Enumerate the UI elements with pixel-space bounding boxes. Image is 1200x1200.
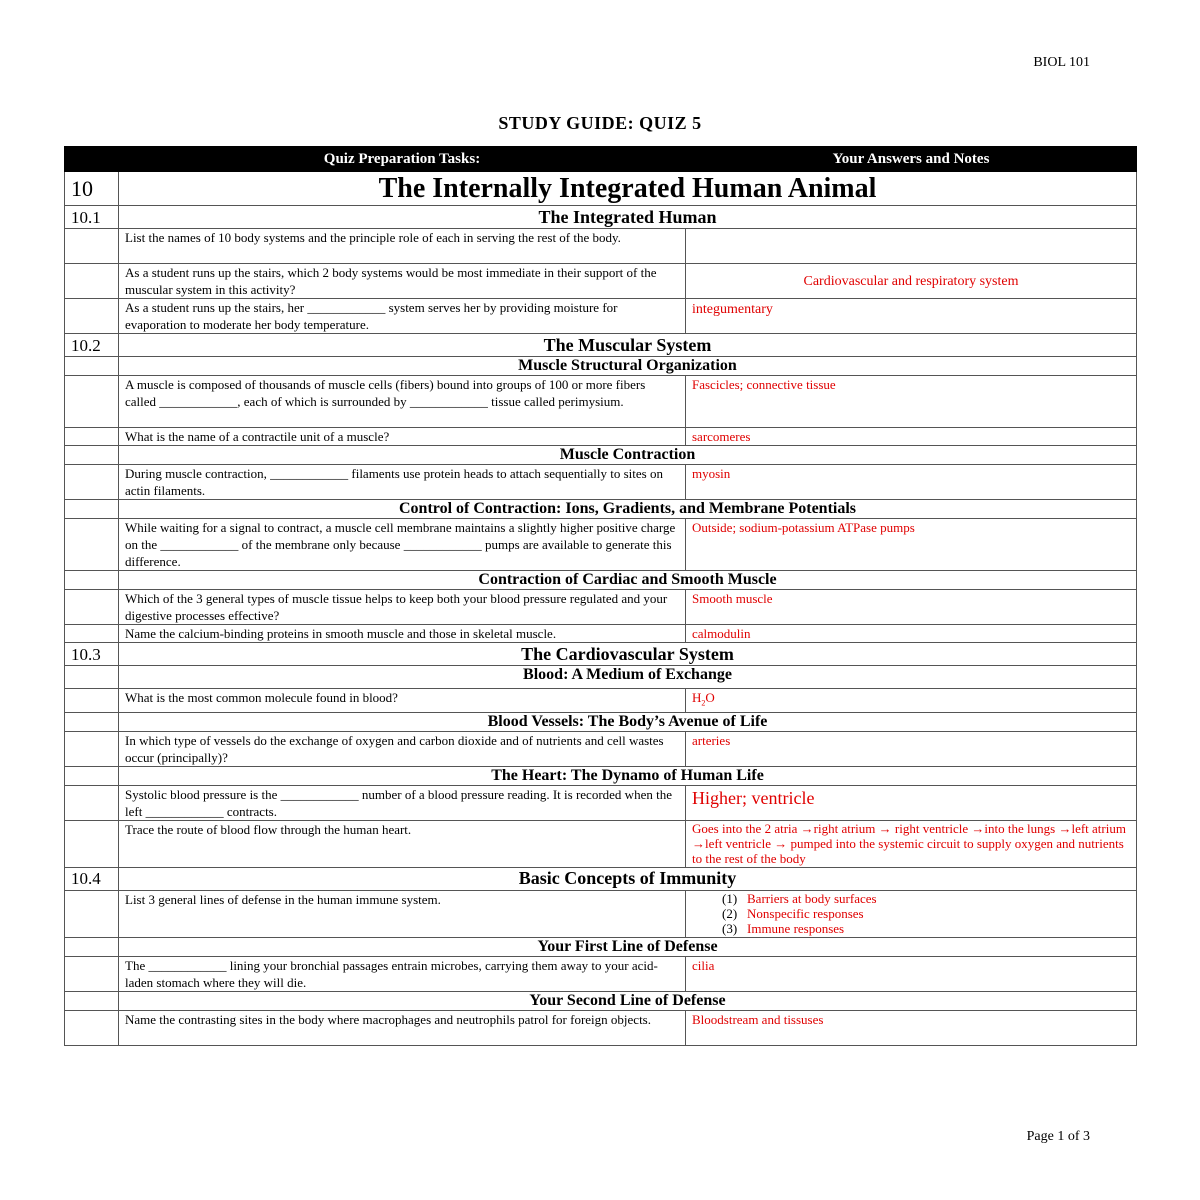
section-title: The Muscular System xyxy=(119,334,1137,357)
section-row xyxy=(65,206,1137,229)
answer-subscript: 2 xyxy=(701,698,706,708)
subsection-title: Contraction of Cardiac and Smooth Muscle xyxy=(119,571,1137,590)
answer-cell[interactable]: Bloodstream and tissuses xyxy=(686,1010,1137,1045)
question-row xyxy=(65,376,1137,428)
question-row xyxy=(65,299,1137,334)
answer-cell[interactable]: Smooth muscle xyxy=(686,590,1137,625)
question-text: Which of the 3 general types of muscle tissue helps to keep both your blood pressure regulated and your digestive processes effective? xyxy=(119,590,686,625)
section-number: 10.2 xyxy=(65,334,119,357)
list-marker: (3) xyxy=(722,920,738,936)
answer-cell[interactable] xyxy=(686,689,1137,713)
section-number: 10.1 xyxy=(65,206,119,229)
question-row xyxy=(65,785,1137,820)
question-text: Name the contrasting sites in the body where macrophages and neutrophils patrol for foreign objects. xyxy=(119,1010,686,1045)
page-number: Page 1 of 3 xyxy=(1026,1129,1090,1144)
question-text: As a student runs up the stairs, her ____________ system serves her by providing moisture for evaporation to moderate her body temperature. xyxy=(119,299,686,334)
question-text: List the names of 10 body systems and the principle role of each in serving the rest of the body. xyxy=(119,229,686,264)
question-text: What is the name of a contractile unit of a muscle? xyxy=(119,428,686,446)
section-row xyxy=(65,643,1137,666)
answer-o: O xyxy=(705,690,715,705)
header-number-cell xyxy=(65,147,119,172)
question-text: Systolic blood pressure is the ____________ number of a blood pressure reading. It is recorded when the left ____________ contracts. xyxy=(119,785,686,820)
question-text: While waiting for a signal to contract, a muscle cell membrane maintains a slightly higher positive charge on the ____________ of the membrane only because ____________ pumps are available to generate this difference. xyxy=(119,519,686,571)
header-answers: Your Answers and Notes xyxy=(686,147,1137,172)
answer-cell[interactable]: calmodulin xyxy=(686,625,1137,643)
chapter-number: 10 xyxy=(65,172,119,206)
section-title: The Integrated Human xyxy=(119,206,1137,229)
question-text: Trace the route of blood flow through the human heart. xyxy=(119,820,686,867)
answer-cell[interactable]: Cardiovascular and respiratory system xyxy=(686,264,1137,299)
study-guide-table xyxy=(64,146,1137,1046)
list-item xyxy=(692,891,1130,906)
list-text: Nonspecific responses xyxy=(747,905,864,921)
question-text: During muscle contraction, ____________ filaments use protein heads to attach sequentially to sites on actin filaments. xyxy=(119,465,686,500)
answer-cell[interactable]: arteries xyxy=(686,731,1137,766)
list-marker: (1) xyxy=(722,890,738,906)
section-number: 10.4 xyxy=(65,867,119,890)
question-row xyxy=(65,625,1137,643)
subsection-row xyxy=(65,357,1137,376)
list-item xyxy=(692,906,1130,921)
subsection-row xyxy=(65,666,1137,689)
question-row xyxy=(65,820,1137,867)
course-code: BIOL 101 xyxy=(1033,55,1090,70)
answer-cell[interactable] xyxy=(686,890,1137,937)
section-number: 10.3 xyxy=(65,643,119,666)
answer-cell[interactable]: sarcomeres xyxy=(686,428,1137,446)
answer-cell[interactable]: integumentary xyxy=(686,299,1137,334)
list-text: Barriers at body surfaces xyxy=(747,890,877,906)
subsection-row xyxy=(65,446,1137,465)
question-text: The ____________ lining your bronchial passages entrain microbes, carrying them away to your acid-laden stomach where they will die. xyxy=(119,956,686,991)
question-text: List 3 general lines of defense in the human immune system. xyxy=(119,890,686,937)
answer-cell[interactable] xyxy=(686,229,1137,264)
subsection-row xyxy=(65,991,1137,1010)
subsection-title: The Heart: The Dynamo of Human Life xyxy=(119,766,1137,785)
subsection-title: Control of Contraction: Ions, Gradients, and Membrane Potentials xyxy=(119,500,1137,519)
table-header-row xyxy=(65,147,1137,172)
question-text: As a student runs up the stairs, which 2 body systems would be most immediate in their support of the muscular system in this activity? xyxy=(119,264,686,299)
answer-list xyxy=(692,891,1130,936)
list-marker: (2) xyxy=(722,905,738,921)
question-row xyxy=(65,264,1137,299)
chapter-title: The Internally Integrated Human Animal xyxy=(119,172,1137,206)
subsection-title: Muscle Structural Organization xyxy=(119,357,1137,376)
subsection-title: Blood: A Medium of Exchange xyxy=(119,666,1137,689)
subsection-title: Muscle Contraction xyxy=(119,446,1137,465)
question-row xyxy=(65,731,1137,766)
subsection-title: Blood Vessels: The Body’s Avenue of Life xyxy=(119,712,1137,731)
answer-cell[interactable]: Goes into the 2 atria →right atrium → right ventricle →into the lungs →left atrium →left ventricle → pumped into the systemic circuit to supply oxygen and nutrients to the rest of the body xyxy=(686,820,1137,867)
subsection-row xyxy=(65,937,1137,956)
subsection-title: Your Second Line of Defense xyxy=(119,991,1137,1010)
question-row xyxy=(65,465,1137,500)
question-text: Name the calcium-binding proteins in smooth muscle and those in skeletal muscle. xyxy=(119,625,686,643)
question-text: In which type of vessels do the exchange of oxygen and carbon dioxide and of nutrients and cell wastes occur (principally)? xyxy=(119,731,686,766)
list-text: Immune responses xyxy=(747,920,845,936)
question-row xyxy=(65,890,1137,937)
answer-cell[interactable]: cilia xyxy=(686,956,1137,991)
answer-h: H xyxy=(692,690,702,705)
subsection-row xyxy=(65,712,1137,731)
list-item xyxy=(692,921,1130,936)
question-row xyxy=(65,519,1137,571)
answer-cell[interactable]: Outside; sodium-potassium ATPase pumps xyxy=(686,519,1137,571)
question-row xyxy=(65,229,1137,264)
subsection-row xyxy=(65,571,1137,590)
subsection-row xyxy=(65,766,1137,785)
question-row xyxy=(65,956,1137,991)
section-title: The Cardiovascular System xyxy=(119,643,1137,666)
answer-cell[interactable]: myosin xyxy=(686,465,1137,500)
question-row xyxy=(65,590,1137,625)
question-row xyxy=(65,689,1137,713)
question-row xyxy=(65,1010,1137,1045)
question-text: What is the most common molecule found in blood? xyxy=(119,689,686,713)
answer-cell[interactable]: Fascicles; connective tissue xyxy=(686,376,1137,428)
header-tasks: Quiz Preparation Tasks: xyxy=(119,147,686,172)
question-text: A muscle is composed of thousands of muscle cells (fibers) bound into groups of 100 or more fibers called ____________, each of which is surrounded by ____________ tissue called perimysium. xyxy=(119,376,686,428)
page-title: STUDY GUIDE: QUIZ 5 xyxy=(498,113,702,133)
subsection-row xyxy=(65,500,1137,519)
section-row xyxy=(65,334,1137,357)
section-title: Basic Concepts of Immunity xyxy=(119,867,1137,890)
chapter-row xyxy=(65,172,1137,206)
section-row xyxy=(65,867,1137,890)
answer-cell[interactable]: Higher; ventricle xyxy=(686,785,1137,820)
question-row xyxy=(65,428,1137,446)
subsection-title: Your First Line of Defense xyxy=(119,937,1137,956)
